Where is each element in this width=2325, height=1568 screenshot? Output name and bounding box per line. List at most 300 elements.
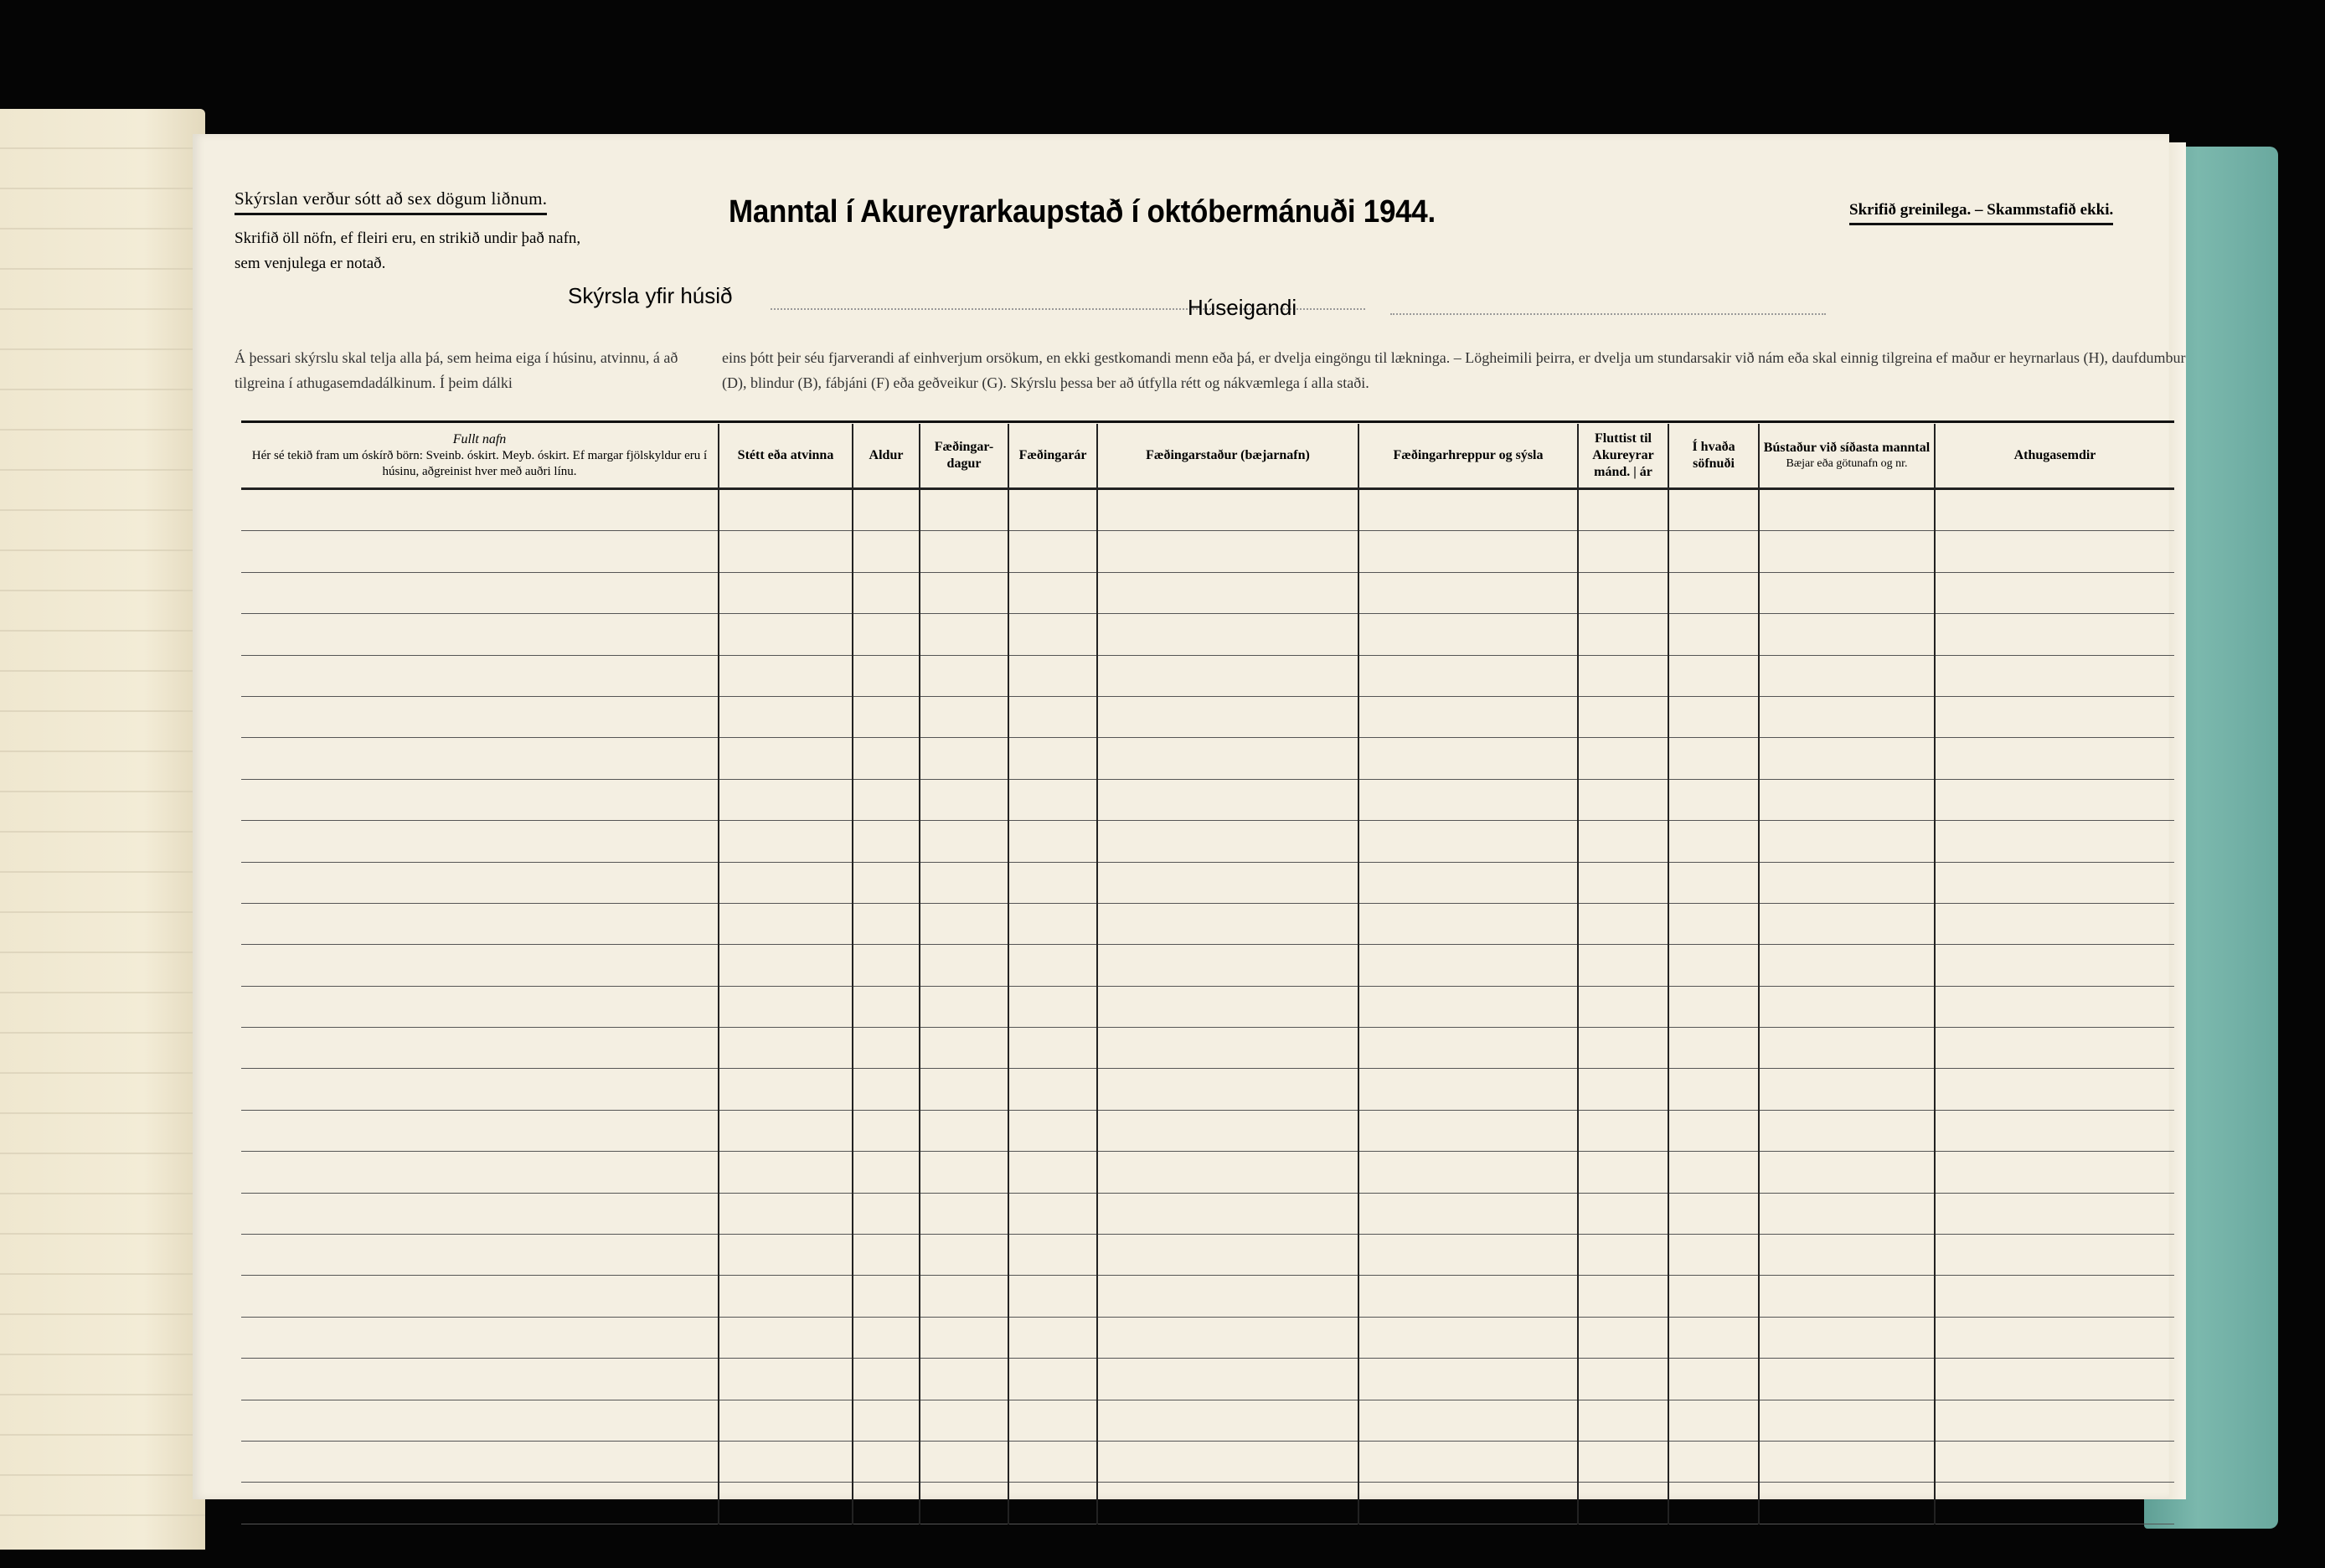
table-cell[interactable] <box>1097 1441 1358 1482</box>
table-cell[interactable] <box>241 862 719 903</box>
census-table <box>241 424 2174 1524</box>
table-cell[interactable] <box>853 489 920 531</box>
table-cell[interactable] <box>853 862 920 903</box>
table-cell[interactable] <box>1935 903 2174 944</box>
table-cell[interactable] <box>1578 738 1668 779</box>
table-cell[interactable] <box>719 986 853 1027</box>
table-cell[interactable] <box>241 1110 719 1151</box>
table-cell[interactable] <box>1935 1152 2174 1193</box>
table-cell[interactable] <box>1008 531 1097 572</box>
table-row <box>241 1441 2174 1482</box>
table-cell[interactable] <box>1578 986 1668 1027</box>
table-cell[interactable] <box>241 1483 719 1524</box>
table-cell[interactable] <box>1358 1317 1578 1358</box>
table-cell[interactable] <box>1008 1441 1097 1482</box>
table-cell[interactable] <box>1008 903 1097 944</box>
table-cell[interactable] <box>241 903 719 944</box>
table-cell[interactable] <box>719 1441 853 1482</box>
table-cell[interactable] <box>853 903 920 944</box>
table-cell[interactable] <box>1935 986 2174 1027</box>
table-cell[interactable] <box>1008 986 1097 1027</box>
table-cell[interactable] <box>241 821 719 862</box>
table-cell[interactable] <box>1097 738 1358 779</box>
table-cell[interactable] <box>1008 779 1097 820</box>
table-cell[interactable] <box>1358 1400 1578 1441</box>
table-cell[interactable] <box>853 1028 920 1069</box>
table-cell[interactable] <box>1008 1483 1097 1524</box>
instructions-left: Á þessari skýrslu skal telja alla þá, sem heima eiga í húsinu, atvinnu, á að tilgreina í athugasemdadálkinum. Í þeim dálki <box>235 349 678 391</box>
col-sofnudi: Í hvaða söfnuði <box>1668 424 1759 489</box>
table-cell[interactable] <box>1668 1359 1759 1400</box>
table-cell[interactable] <box>1578 1400 1668 1441</box>
col-faedingardagur: Fæðingar-dagur <box>920 424 1008 489</box>
table-cell[interactable] <box>1668 1235 1759 1276</box>
table-cell[interactable] <box>241 1152 719 1193</box>
table-cell[interactable] <box>1668 1400 1759 1441</box>
table-row <box>241 655 2174 696</box>
table-cell[interactable] <box>719 1193 853 1234</box>
table-cell[interactable] <box>920 821 1008 862</box>
table-cell[interactable] <box>1358 779 1578 820</box>
table-body <box>241 489 2174 1524</box>
table-cell[interactable] <box>241 779 719 820</box>
table-cell[interactable] <box>241 1069 719 1110</box>
table-cell[interactable] <box>920 1400 1008 1441</box>
left-page-rules <box>0 109 205 1550</box>
table-cell[interactable] <box>1097 1483 1358 1524</box>
table-cell[interactable] <box>920 862 1008 903</box>
table-cell[interactable] <box>1358 614 1578 655</box>
table-cell[interactable] <box>1358 1483 1578 1524</box>
table-cell[interactable] <box>853 614 920 655</box>
table-cell[interactable] <box>1358 1028 1578 1069</box>
table-cell[interactable] <box>1759 696 1935 737</box>
table-cell[interactable] <box>1578 1152 1668 1193</box>
table-cell[interactable] <box>241 614 719 655</box>
table-cell[interactable] <box>1008 738 1097 779</box>
table-cell[interactable] <box>1935 614 2174 655</box>
table-cell[interactable] <box>1759 779 1935 820</box>
table-cell[interactable] <box>719 1276 853 1317</box>
table-cell[interactable] <box>853 945 920 986</box>
table-cell[interactable] <box>853 779 920 820</box>
table-cell[interactable] <box>1358 1193 1578 1234</box>
table-cell[interactable] <box>1759 1110 1935 1151</box>
table-cell[interactable] <box>719 779 853 820</box>
table-cell[interactable] <box>719 945 853 986</box>
table-cell[interactable] <box>853 1441 920 1482</box>
table-cell[interactable] <box>1935 779 2174 820</box>
table-cell[interactable] <box>1358 945 1578 986</box>
table-cell[interactable] <box>1097 572 1358 613</box>
table-row <box>241 614 2174 655</box>
table-header-row <box>241 424 2174 489</box>
table-cell[interactable] <box>1578 614 1668 655</box>
table-cell[interactable] <box>1578 489 1668 531</box>
table-cell[interactable] <box>1668 1069 1759 1110</box>
table-cell[interactable] <box>1759 821 1935 862</box>
table-cell[interactable] <box>241 1400 719 1441</box>
table-cell[interactable] <box>241 945 719 986</box>
table-cell[interactable] <box>853 1110 920 1151</box>
table-cell[interactable] <box>1759 945 1935 986</box>
table-cell[interactable] <box>920 1152 1008 1193</box>
table-cell[interactable] <box>853 655 920 696</box>
table-cell[interactable] <box>1935 738 2174 779</box>
table-cell[interactable] <box>1008 1069 1097 1110</box>
table-cell[interactable] <box>1358 1359 1578 1400</box>
table-cell[interactable] <box>1668 531 1759 572</box>
table-cell[interactable] <box>920 1069 1008 1110</box>
table-cell[interactable] <box>1097 1235 1358 1276</box>
table-cell[interactable] <box>1008 655 1097 696</box>
table-cell[interactable] <box>1759 1276 1935 1317</box>
table-cell[interactable] <box>1668 862 1759 903</box>
table-cell[interactable] <box>1008 862 1097 903</box>
table-cell[interactable] <box>1578 655 1668 696</box>
table-cell[interactable] <box>920 655 1008 696</box>
table-cell[interactable] <box>1358 572 1578 613</box>
table-cell[interactable] <box>1097 945 1358 986</box>
table-cell[interactable] <box>1935 1359 2174 1400</box>
table-cell[interactable] <box>1097 903 1358 944</box>
table-cell[interactable] <box>1008 1193 1097 1234</box>
owner-label: Húseigandi <box>1188 295 1297 320</box>
table-row <box>241 945 2174 986</box>
table-cell[interactable] <box>1668 821 1759 862</box>
table-cell[interactable] <box>853 1276 920 1317</box>
table-cell[interactable] <box>241 489 719 531</box>
table-cell[interactable] <box>1358 1276 1578 1317</box>
table-cell[interactable] <box>1935 1110 2174 1151</box>
table-cell[interactable] <box>853 696 920 737</box>
table-cell[interactable] <box>1668 572 1759 613</box>
table-cell[interactable] <box>920 1276 1008 1317</box>
table-cell[interactable] <box>241 738 719 779</box>
table-cell[interactable] <box>1008 1028 1097 1069</box>
table-cell[interactable] <box>920 1359 1008 1400</box>
table-cell[interactable] <box>1358 655 1578 696</box>
table-cell[interactable] <box>719 614 853 655</box>
table-cell[interactable] <box>920 1317 1008 1358</box>
table-cell[interactable] <box>1578 1441 1668 1482</box>
table-cell[interactable] <box>1935 572 2174 613</box>
table-cell[interactable] <box>1097 614 1358 655</box>
table-cell[interactable] <box>1008 489 1097 531</box>
table-cell[interactable] <box>1358 531 1578 572</box>
table-cell[interactable] <box>920 696 1008 737</box>
table-cell[interactable] <box>1759 489 1935 531</box>
header-rule <box>241 420 2174 423</box>
table-cell[interactable] <box>920 531 1008 572</box>
bustadur-subtitle: Bæjar eða götunafn og nr. <box>1786 457 1908 470</box>
table-cell[interactable] <box>1935 531 2174 572</box>
table-cell[interactable] <box>1759 1152 1935 1193</box>
table-cell[interactable] <box>920 945 1008 986</box>
table-row <box>241 1235 2174 1276</box>
table-cell[interactable] <box>1668 1276 1759 1317</box>
table-cell[interactable] <box>1097 862 1358 903</box>
table-cell[interactable] <box>1097 1152 1358 1193</box>
table-cell[interactable] <box>1008 1400 1097 1441</box>
table-cell[interactable] <box>1008 1110 1097 1151</box>
fullt-nafn-title: Fullt nafn <box>452 432 507 446</box>
table-cell[interactable] <box>719 1235 853 1276</box>
table-cell[interactable] <box>241 986 719 1027</box>
table-cell[interactable] <box>1358 1152 1578 1193</box>
table-cell[interactable] <box>1668 1110 1759 1151</box>
table-cell[interactable] <box>853 1069 920 1110</box>
table-cell[interactable] <box>1578 1028 1668 1069</box>
table-cell[interactable] <box>719 1152 853 1193</box>
table-cell[interactable] <box>719 489 853 531</box>
owner-field[interactable] <box>1390 313 1826 315</box>
table-cell[interactable] <box>920 572 1008 613</box>
table-cell[interactable] <box>1668 1483 1759 1524</box>
table-cell[interactable] <box>1358 903 1578 944</box>
table-row <box>241 862 2174 903</box>
table-cell[interactable] <box>1759 1441 1935 1482</box>
table-cell[interactable] <box>1668 489 1759 531</box>
table-cell[interactable] <box>1578 1276 1668 1317</box>
table-cell[interactable] <box>1578 1483 1668 1524</box>
table-cell[interactable] <box>1668 1152 1759 1193</box>
table-cell[interactable] <box>241 531 719 572</box>
table-cell[interactable] <box>920 1235 1008 1276</box>
table-cell[interactable] <box>1759 862 1935 903</box>
table-cell[interactable] <box>1097 821 1358 862</box>
table-cell[interactable] <box>1668 1193 1759 1234</box>
table-cell[interactable] <box>920 1483 1008 1524</box>
table-cell[interactable] <box>1578 779 1668 820</box>
table-cell[interactable] <box>719 862 853 903</box>
table-cell[interactable] <box>920 1110 1008 1151</box>
table-cell[interactable] <box>1935 1235 2174 1276</box>
table-cell[interactable] <box>1935 655 2174 696</box>
table-cell[interactable] <box>719 1110 853 1151</box>
table-cell[interactable] <box>853 738 920 779</box>
table-cell[interactable] <box>1759 1028 1935 1069</box>
table-cell[interactable] <box>241 1235 719 1276</box>
table-cell[interactable] <box>1008 1152 1097 1193</box>
table-cell[interactable] <box>1668 1028 1759 1069</box>
table-cell[interactable] <box>1935 1193 2174 1234</box>
table-cell[interactable] <box>1935 1483 2174 1524</box>
table-cell[interactable] <box>1668 986 1759 1027</box>
table-cell[interactable] <box>241 1317 719 1358</box>
table-cell[interactable] <box>241 572 719 613</box>
table-cell[interactable] <box>1008 696 1097 737</box>
table-cell[interactable] <box>853 531 920 572</box>
table-cell[interactable] <box>719 903 853 944</box>
table-cell[interactable] <box>719 1359 853 1400</box>
table-cell[interactable] <box>1358 489 1578 531</box>
table-cell[interactable] <box>1578 1235 1668 1276</box>
table-cell[interactable] <box>719 572 853 613</box>
table-cell[interactable] <box>853 1193 920 1234</box>
table-cell[interactable] <box>1759 1235 1935 1276</box>
table-cell[interactable] <box>1358 696 1578 737</box>
table-cell[interactable] <box>1358 821 1578 862</box>
table-cell[interactable] <box>1759 738 1935 779</box>
table-cell[interactable] <box>1097 1069 1358 1110</box>
table-cell[interactable] <box>1668 696 1759 737</box>
table-cell[interactable] <box>1668 1317 1759 1358</box>
table-cell[interactable] <box>1578 1359 1668 1400</box>
table-cell[interactable] <box>1935 1441 2174 1482</box>
table-cell[interactable] <box>1578 572 1668 613</box>
table-cell[interactable] <box>1759 1359 1935 1400</box>
table-cell[interactable] <box>241 1193 719 1234</box>
table-cell[interactable] <box>1578 1069 1668 1110</box>
table-cell[interactable] <box>1668 903 1759 944</box>
table-cell[interactable] <box>1759 986 1935 1027</box>
table-cell[interactable] <box>1008 1276 1097 1317</box>
table-cell[interactable] <box>1008 1317 1097 1358</box>
table-cell[interactable] <box>1008 821 1097 862</box>
table-cell[interactable] <box>1578 903 1668 944</box>
table-cell[interactable] <box>1578 1193 1668 1234</box>
table-cell[interactable] <box>719 1317 853 1358</box>
table-cell[interactable] <box>241 1359 719 1400</box>
table-cell[interactable] <box>1935 696 2174 737</box>
table-cell[interactable] <box>1759 655 1935 696</box>
col-faedingarar: Fæðingarár <box>1008 424 1097 489</box>
table-cell[interactable] <box>853 1317 920 1358</box>
table-cell[interactable] <box>1358 1069 1578 1110</box>
table-cell[interactable] <box>1097 1400 1358 1441</box>
table-cell[interactable] <box>853 1152 920 1193</box>
table-cell[interactable] <box>1935 489 2174 531</box>
table-cell[interactable] <box>1358 738 1578 779</box>
table-cell[interactable] <box>241 1028 719 1069</box>
table-cell[interactable] <box>719 821 853 862</box>
table-cell[interactable] <box>1935 1276 2174 1317</box>
table-cell[interactable] <box>241 696 719 737</box>
table-cell[interactable] <box>1578 1317 1668 1358</box>
table-cell[interactable] <box>1759 614 1935 655</box>
table-cell[interactable] <box>1759 572 1935 613</box>
table-cell[interactable] <box>1759 1483 1935 1524</box>
table-cell[interactable] <box>1668 1441 1759 1482</box>
table-cell[interactable] <box>920 1193 1008 1234</box>
table-cell[interactable] <box>1097 1276 1358 1317</box>
table-cell[interactable] <box>1097 986 1358 1027</box>
table-cell[interactable] <box>853 1235 920 1276</box>
table-cell[interactable] <box>1578 945 1668 986</box>
table-cell[interactable] <box>1358 1441 1578 1482</box>
table-cell[interactable] <box>1578 1110 1668 1151</box>
table-cell[interactable] <box>1097 531 1358 572</box>
table-cell[interactable] <box>1759 1400 1935 1441</box>
table-cell[interactable] <box>1578 531 1668 572</box>
table-cell[interactable] <box>1759 903 1935 944</box>
table-cell[interactable] <box>920 986 1008 1027</box>
table-row <box>241 696 2174 737</box>
col-athugasemdir: Athugasemdir <box>1935 424 2174 489</box>
table-cell[interactable] <box>853 986 920 1027</box>
table-cell[interactable] <box>1358 986 1578 1027</box>
table-cell[interactable] <box>1008 572 1097 613</box>
table-cell[interactable] <box>853 1359 920 1400</box>
table-cell[interactable] <box>241 1441 719 1482</box>
table-row <box>241 903 2174 944</box>
table-cell[interactable] <box>1097 1028 1358 1069</box>
table-cell[interactable] <box>853 572 920 613</box>
table-cell[interactable] <box>1097 1317 1358 1358</box>
table-cell[interactable] <box>1935 821 2174 862</box>
table-cell[interactable] <box>1935 1400 2174 1441</box>
table-cell[interactable] <box>719 738 853 779</box>
table-cell[interactable] <box>1668 614 1759 655</box>
table-cell[interactable] <box>1935 862 2174 903</box>
table-cell[interactable] <box>1358 862 1578 903</box>
table-cell[interactable] <box>920 903 1008 944</box>
table-cell[interactable] <box>1578 696 1668 737</box>
table-cell[interactable] <box>920 1028 1008 1069</box>
table-cell[interactable] <box>719 655 853 696</box>
bustadur-title: Bústaður við síðasta manntal <box>1763 441 1931 455</box>
table-cell[interactable] <box>1759 1317 1935 1358</box>
table-cell[interactable] <box>1935 1317 2174 1358</box>
table-cell[interactable] <box>1578 862 1668 903</box>
table-cell[interactable] <box>1358 1110 1578 1151</box>
table-cell[interactable] <box>1097 1110 1358 1151</box>
table-cell[interactable] <box>1097 489 1358 531</box>
table-cell[interactable] <box>1935 945 2174 986</box>
write-clearly-note: Skrifið greinilega. – Skammstafið ekki. <box>1849 201 2113 225</box>
table-cell[interactable] <box>241 1276 719 1317</box>
table-cell[interactable] <box>241 655 719 696</box>
table-cell[interactable] <box>920 1441 1008 1482</box>
table-cell[interactable] <box>1097 1359 1358 1400</box>
table-cell[interactable] <box>1668 779 1759 820</box>
table-cell[interactable] <box>853 821 920 862</box>
table-cell[interactable] <box>920 738 1008 779</box>
table-cell[interactable] <box>1097 1193 1358 1234</box>
table-cell[interactable] <box>853 1483 920 1524</box>
table-cell[interactable] <box>1935 1028 2174 1069</box>
table-cell[interactable] <box>1578 821 1668 862</box>
table-cell[interactable] <box>719 1400 853 1441</box>
table-cell[interactable] <box>1097 696 1358 737</box>
table-cell[interactable] <box>920 489 1008 531</box>
table-cell[interactable] <box>1097 655 1358 696</box>
table-cell[interactable] <box>1008 1235 1097 1276</box>
table-cell[interactable] <box>1668 655 1759 696</box>
table-cell[interactable] <box>1668 945 1759 986</box>
table-cell[interactable] <box>1935 1069 2174 1110</box>
table-cell[interactable] <box>1759 1069 1935 1110</box>
table-cell[interactable] <box>1759 531 1935 572</box>
table-cell[interactable] <box>719 1028 853 1069</box>
table-cell[interactable] <box>719 696 853 737</box>
table-cell[interactable] <box>1008 1359 1097 1400</box>
table-cell[interactable] <box>1008 945 1097 986</box>
table-cell[interactable] <box>1668 738 1759 779</box>
table-cell[interactable] <box>719 531 853 572</box>
table-cell[interactable] <box>920 614 1008 655</box>
table-cell[interactable] <box>920 779 1008 820</box>
table-cell[interactable] <box>853 1400 920 1441</box>
table-cell[interactable] <box>719 1069 853 1110</box>
table-cell[interactable] <box>1759 1193 1935 1234</box>
table-cell[interactable] <box>1008 614 1097 655</box>
table-cell[interactable] <box>1358 1235 1578 1276</box>
collection-note: Skýrslan verður sótt að sex dögum liðnum. <box>235 188 547 215</box>
table-cell[interactable] <box>1097 779 1358 820</box>
table-cell[interactable] <box>719 1483 853 1524</box>
